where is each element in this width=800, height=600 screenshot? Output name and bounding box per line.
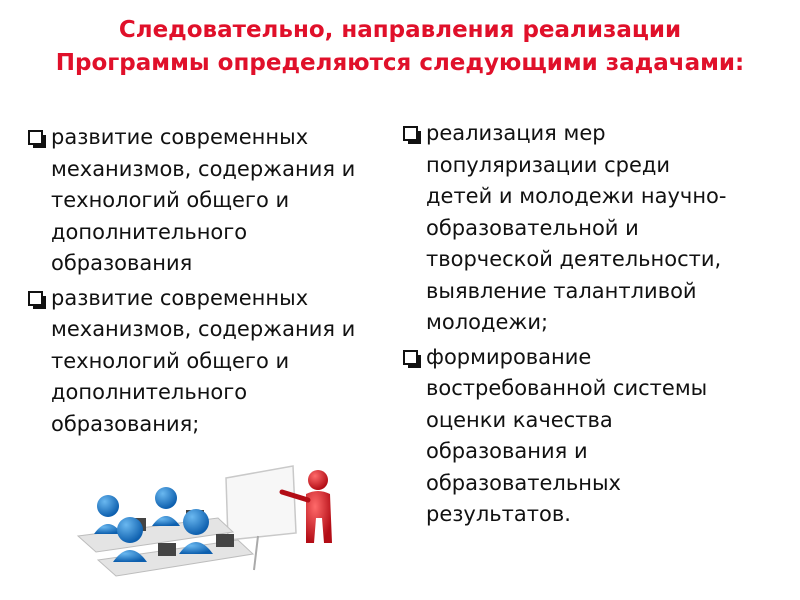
- list-item: [28, 122, 388, 280]
- title-line-2: Программы определяются следующими задачами:: [55, 50, 745, 76]
- list-item: [403, 118, 783, 339]
- list-item-text: реализация мер популяризации среди детей и молодежи научно- образовательной и творческой деятельности, выявление талантливой молодежи;: [426, 121, 727, 334]
- right-task-list: [403, 118, 783, 534]
- checkbox-bullet-icon: [403, 350, 418, 365]
- checkbox-bullet-icon: [403, 126, 418, 141]
- list-item: [403, 342, 783, 531]
- list-item-text: развитие современных механизмов, содержания и технологий общего и дополнительного образования;: [51, 285, 356, 436]
- classroom-presentation-icon: [68, 448, 358, 578]
- checkbox-bullet-icon: [28, 291, 43, 306]
- checkbox-bullet-icon: [28, 130, 43, 145]
- list-item-text: формирование востребованной системы оценки качества образования и образовательных результатов.: [426, 344, 708, 526]
- list-item-text: развитие современных механизмов, содержания и технологий общего и дополнительного образования: [51, 125, 356, 275]
- list-item: [28, 283, 388, 441]
- left-task-list: [28, 122, 388, 443]
- title-line-1: Следовательно, направления реализации: [118, 17, 682, 43]
- slide-title: [0, 14, 800, 80]
